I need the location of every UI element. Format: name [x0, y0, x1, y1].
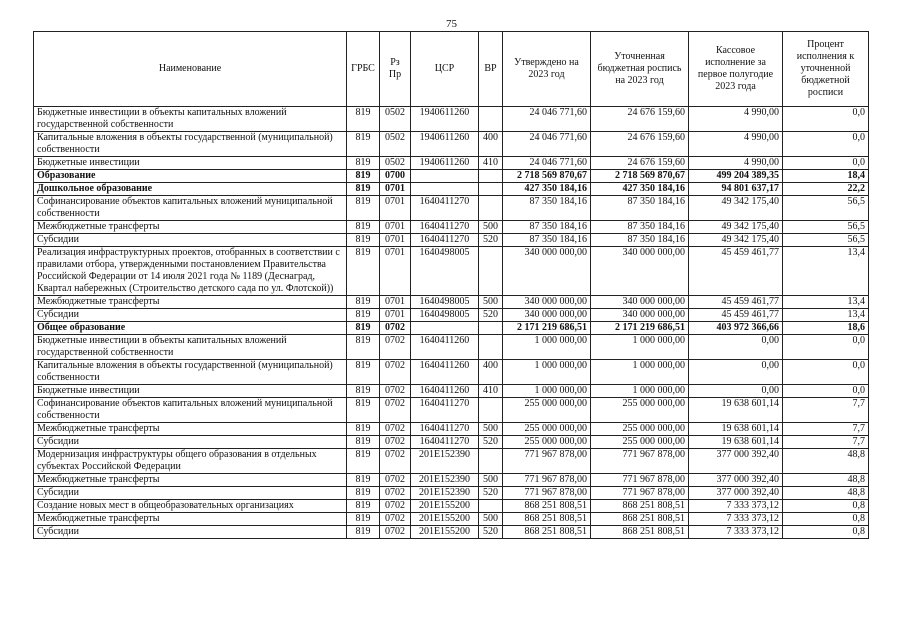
row-name-cell: Реализация инфраструктурных проектов, отобранных в соответствии с правилами отбора, утвержденными постановлением Правительства Российской Федерации от 14 июля 2021 года № 1189 (Деснаград, Квартал набережных (Строительство детского сада по ул. Флотской))	[34, 247, 347, 296]
row-vr-cell: 500	[479, 474, 503, 487]
row-grbs-cell: 819	[347, 526, 380, 539]
row-csr-cell: 1940611260	[411, 107, 479, 132]
row-vr-cell: 500	[479, 296, 503, 309]
page-number: 75	[446, 18, 457, 30]
row-vr-cell	[479, 500, 503, 513]
row-grbs-cell: 819	[347, 322, 380, 335]
row-rzpr-cell: 0702	[380, 322, 411, 335]
header-refined: Уточненная бюджетная роспись на 2023 год	[591, 32, 689, 107]
row-rzpr-cell: 0702	[380, 526, 411, 539]
row-grbs-cell: 819	[347, 335, 380, 360]
row-grbs-cell: 819	[347, 449, 380, 474]
row-vr-cell: 410	[479, 385, 503, 398]
row-percent-cell: 13,4	[783, 309, 869, 322]
row-percent-cell: 0,0	[783, 385, 869, 398]
row-grbs-cell: 819	[347, 360, 380, 385]
row-refined-cell: 771 967 878,00	[591, 487, 689, 500]
row-approved-cell: 1 000 000,00	[503, 335, 591, 360]
table-row	[34, 132, 869, 157]
row-refined-cell: 1 000 000,00	[591, 360, 689, 385]
row-grbs-cell: 819	[347, 500, 380, 513]
row-percent-cell: 18,6	[783, 322, 869, 335]
row-grbs-cell: 819	[347, 309, 380, 322]
row-name-cell: Бюджетные инвестиции в объекты капитальных вложений государственной собственности	[34, 335, 347, 360]
table-row	[34, 157, 869, 170]
row-csr-cell: 1640411260	[411, 385, 479, 398]
header-cash: Кассовое исполнение за первое полугодие 2023 года	[689, 32, 783, 107]
row-name-cell: Межбюджетные трансферты	[34, 221, 347, 234]
row-vr-cell	[479, 398, 503, 423]
row-percent-cell: 0,8	[783, 526, 869, 539]
row-grbs-cell: 819	[347, 196, 380, 221]
row-refined-cell: 2 171 219 686,51	[591, 322, 689, 335]
row-rzpr-cell: 0702	[380, 423, 411, 436]
row-refined-cell: 771 967 878,00	[591, 449, 689, 474]
row-name-cell: Модернизация инфраструктуры общего образования в отдельных субъектах Российской Федерации	[34, 449, 347, 474]
row-csr-cell: 201E155200	[411, 526, 479, 539]
row-name-cell: Софинансирование объектов капитальных вложений муниципальной собственности	[34, 398, 347, 423]
row-approved-cell: 1 000 000,00	[503, 360, 591, 385]
row-approved-cell: 1 000 000,00	[503, 385, 591, 398]
row-vr-cell: 520	[479, 487, 503, 500]
row-vr-cell: 500	[479, 221, 503, 234]
row-refined-cell: 340 000 000,00	[591, 296, 689, 309]
row-csr-cell: 1640411270	[411, 234, 479, 247]
row-refined-cell: 771 967 878,00	[591, 474, 689, 487]
header-grbs: ГРБС	[347, 32, 380, 107]
row-vr-cell	[479, 107, 503, 132]
row-refined-cell: 24 676 159,60	[591, 132, 689, 157]
row-csr-cell: 201E152390	[411, 474, 479, 487]
table-row	[34, 170, 869, 183]
row-name-cell: Межбюджетные трансферты	[34, 513, 347, 526]
row-approved-cell: 771 967 878,00	[503, 474, 591, 487]
table-row	[34, 221, 869, 234]
row-approved-cell: 771 967 878,00	[503, 449, 591, 474]
row-csr-cell	[411, 183, 479, 196]
row-refined-cell: 868 251 808,51	[591, 513, 689, 526]
table-row	[34, 107, 869, 132]
row-rzpr-cell: 0701	[380, 234, 411, 247]
row-csr-cell: 1640498005	[411, 309, 479, 322]
row-csr-cell	[411, 170, 479, 183]
row-csr-cell: 1640411270	[411, 221, 479, 234]
row-name-cell: Субсидии	[34, 526, 347, 539]
row-rzpr-cell: 0702	[380, 513, 411, 526]
row-cash-cell: 45 459 461,77	[689, 309, 783, 322]
row-name-cell: Субсидии	[34, 234, 347, 247]
row-cash-cell: 49 342 175,40	[689, 234, 783, 247]
row-cash-cell: 19 638 601,14	[689, 398, 783, 423]
row-vr-cell	[479, 170, 503, 183]
table-row	[34, 183, 869, 196]
row-cash-cell: 19 638 601,14	[689, 423, 783, 436]
row-approved-cell: 2 718 569 870,67	[503, 170, 591, 183]
row-percent-cell: 0,8	[783, 513, 869, 526]
row-csr-cell: 1940611260	[411, 132, 479, 157]
row-grbs-cell: 819	[347, 170, 380, 183]
row-approved-cell: 24 046 771,60	[503, 157, 591, 170]
row-percent-cell: 0,0	[783, 335, 869, 360]
table-row	[34, 309, 869, 322]
row-cash-cell: 45 459 461,77	[689, 247, 783, 296]
row-name-cell: Образование	[34, 170, 347, 183]
row-vr-cell	[479, 335, 503, 360]
row-name-cell: Бюджетные инвестиции	[34, 157, 347, 170]
row-cash-cell: 4 990,00	[689, 107, 783, 132]
row-percent-cell: 0,0	[783, 360, 869, 385]
row-rzpr-cell: 0702	[380, 474, 411, 487]
row-cash-cell: 7 333 373,12	[689, 513, 783, 526]
row-approved-cell: 87 350 184,16	[503, 221, 591, 234]
row-cash-cell: 377 000 392,40	[689, 487, 783, 500]
row-rzpr-cell: 0702	[380, 398, 411, 423]
row-approved-cell: 255 000 000,00	[503, 423, 591, 436]
row-grbs-cell: 819	[347, 234, 380, 247]
row-percent-cell: 13,4	[783, 296, 869, 309]
table-row	[34, 526, 869, 539]
row-percent-cell: 48,8	[783, 474, 869, 487]
row-csr-cell: 201E155200	[411, 500, 479, 513]
row-name-cell: Софинансирование объектов капитальных вложений муниципальной собственности	[34, 196, 347, 221]
row-rzpr-cell: 0702	[380, 487, 411, 500]
row-approved-cell: 2 171 219 686,51	[503, 322, 591, 335]
row-csr-cell: 1640498005	[411, 296, 479, 309]
row-name-cell: Создание новых мест в общеобразовательных организациях	[34, 500, 347, 513]
row-rzpr-cell: 0502	[380, 132, 411, 157]
row-refined-cell: 87 350 184,16	[591, 221, 689, 234]
row-percent-cell: 7,7	[783, 423, 869, 436]
row-refined-cell: 1 000 000,00	[591, 335, 689, 360]
row-rzpr-cell: 0701	[380, 309, 411, 322]
row-percent-cell: 0,0	[783, 132, 869, 157]
table-row	[34, 449, 869, 474]
row-cash-cell: 7 333 373,12	[689, 526, 783, 539]
row-percent-cell: 0,0	[783, 107, 869, 132]
row-percent-cell: 0,8	[783, 500, 869, 513]
row-name-cell: Субсидии	[34, 487, 347, 500]
row-approved-cell: 24 046 771,60	[503, 107, 591, 132]
row-cash-cell: 45 459 461,77	[689, 296, 783, 309]
row-percent-cell: 7,7	[783, 398, 869, 423]
table-row	[34, 385, 869, 398]
row-percent-cell: 48,8	[783, 487, 869, 500]
row-refined-cell: 24 676 159,60	[591, 107, 689, 132]
row-csr-cell: 201E152390	[411, 449, 479, 474]
row-vr-cell: 500	[479, 423, 503, 436]
row-approved-cell: 868 251 808,51	[503, 526, 591, 539]
row-grbs-cell: 819	[347, 107, 380, 132]
row-grbs-cell: 819	[347, 423, 380, 436]
row-refined-cell: 427 350 184,16	[591, 183, 689, 196]
row-cash-cell: 499 204 389,35	[689, 170, 783, 183]
row-refined-cell: 255 000 000,00	[591, 423, 689, 436]
row-approved-cell: 340 000 000,00	[503, 309, 591, 322]
row-approved-cell: 771 967 878,00	[503, 487, 591, 500]
row-vr-cell: 400	[479, 132, 503, 157]
row-percent-cell: 18,4	[783, 170, 869, 183]
row-percent-cell: 7,7	[783, 436, 869, 449]
row-cash-cell: 19 638 601,14	[689, 436, 783, 449]
row-name-cell: Межбюджетные трансферты	[34, 474, 347, 487]
row-grbs-cell: 819	[347, 385, 380, 398]
row-vr-cell	[479, 196, 503, 221]
row-refined-cell: 1 000 000,00	[591, 385, 689, 398]
row-refined-cell: 87 350 184,16	[591, 234, 689, 247]
row-refined-cell: 255 000 000,00	[591, 436, 689, 449]
row-rzpr-cell: 0702	[380, 500, 411, 513]
row-approved-cell: 340 000 000,00	[503, 247, 591, 296]
row-refined-cell: 24 676 159,60	[591, 157, 689, 170]
header-row	[34, 32, 869, 107]
row-cash-cell: 0,00	[689, 360, 783, 385]
row-cash-cell: 7 333 373,12	[689, 500, 783, 513]
row-csr-cell: 1940611260	[411, 157, 479, 170]
row-rzpr-cell: 0701	[380, 196, 411, 221]
row-refined-cell: 340 000 000,00	[591, 247, 689, 296]
row-name-cell: Капитальные вложения в объекты государственной (муниципальной) собственности	[34, 132, 347, 157]
row-name-cell: Субсидии	[34, 309, 347, 322]
header-rzpr: Рз Пр	[380, 32, 411, 107]
header-percent: Процент исполнения к уточненной бюджетной росписи	[783, 32, 869, 107]
row-rzpr-cell: 0701	[380, 183, 411, 196]
row-grbs-cell: 819	[347, 296, 380, 309]
row-percent-cell: 0,0	[783, 157, 869, 170]
row-name-cell: Капитальные вложения в объекты государственной (муниципальной) собственности	[34, 360, 347, 385]
row-csr-cell: 1640411270	[411, 436, 479, 449]
row-name-cell: Бюджетные инвестиции в объекты капитальных вложений государственной собственности	[34, 107, 347, 132]
row-refined-cell: 87 350 184,16	[591, 196, 689, 221]
row-rzpr-cell: 0502	[380, 107, 411, 132]
table-row	[34, 436, 869, 449]
row-vr-cell: 400	[479, 360, 503, 385]
table-row	[34, 474, 869, 487]
row-refined-cell: 255 000 000,00	[591, 398, 689, 423]
header-csr: ЦСР	[411, 32, 479, 107]
row-rzpr-cell: 0701	[380, 296, 411, 309]
row-approved-cell: 868 251 808,51	[503, 500, 591, 513]
row-rzpr-cell: 0702	[380, 360, 411, 385]
row-vr-cell	[479, 183, 503, 196]
row-grbs-cell: 819	[347, 132, 380, 157]
row-grbs-cell: 819	[347, 221, 380, 234]
row-rzpr-cell: 0700	[380, 170, 411, 183]
row-percent-cell: 56,5	[783, 234, 869, 247]
row-percent-cell: 56,5	[783, 221, 869, 234]
table-row	[34, 296, 869, 309]
row-cash-cell: 0,00	[689, 385, 783, 398]
row-percent-cell: 13,4	[783, 247, 869, 296]
row-name-cell: Дошкольное образование	[34, 183, 347, 196]
row-percent-cell: 22,2	[783, 183, 869, 196]
table-row	[34, 423, 869, 436]
row-vr-cell: 520	[479, 234, 503, 247]
row-csr-cell: 1640498005	[411, 247, 479, 296]
row-name-cell: Общее образование	[34, 322, 347, 335]
table-row	[34, 398, 869, 423]
row-cash-cell: 94 801 637,17	[689, 183, 783, 196]
row-grbs-cell: 819	[347, 436, 380, 449]
row-name-cell: Субсидии	[34, 436, 347, 449]
row-vr-cell	[479, 449, 503, 474]
row-approved-cell: 87 350 184,16	[503, 234, 591, 247]
row-refined-cell: 868 251 808,51	[591, 500, 689, 513]
row-cash-cell: 49 342 175,40	[689, 196, 783, 221]
row-grbs-cell: 819	[347, 487, 380, 500]
header-name: Наименование	[34, 32, 347, 107]
table-row	[34, 360, 869, 385]
row-rzpr-cell: 0702	[380, 335, 411, 360]
row-rzpr-cell: 0702	[380, 449, 411, 474]
row-name-cell: Межбюджетные трансферты	[34, 296, 347, 309]
row-rzpr-cell: 0701	[380, 247, 411, 296]
row-vr-cell: 410	[479, 157, 503, 170]
table-row	[34, 335, 869, 360]
row-approved-cell: 255 000 000,00	[503, 436, 591, 449]
row-grbs-cell: 819	[347, 398, 380, 423]
row-cash-cell: 4 990,00	[689, 157, 783, 170]
row-csr-cell	[411, 322, 479, 335]
row-csr-cell: 201E152390	[411, 487, 479, 500]
row-csr-cell: 1640411260	[411, 335, 479, 360]
row-csr-cell: 1640411270	[411, 398, 479, 423]
row-rzpr-cell: 0701	[380, 221, 411, 234]
row-grbs-cell: 819	[347, 157, 380, 170]
row-vr-cell: 520	[479, 436, 503, 449]
row-percent-cell: 56,5	[783, 196, 869, 221]
row-name-cell: Бюджетные инвестиции	[34, 385, 347, 398]
row-csr-cell: 1640411270	[411, 196, 479, 221]
row-vr-cell	[479, 247, 503, 296]
table-row	[34, 500, 869, 513]
row-csr-cell: 1640411270	[411, 423, 479, 436]
row-cash-cell: 403 972 366,66	[689, 322, 783, 335]
row-csr-cell: 201E155200	[411, 513, 479, 526]
table-row	[34, 322, 869, 335]
header-approved: Утверждено на 2023 год	[503, 32, 591, 107]
row-rzpr-cell: 0702	[380, 436, 411, 449]
row-vr-cell: 500	[479, 513, 503, 526]
row-approved-cell: 24 046 771,60	[503, 132, 591, 157]
row-grbs-cell: 819	[347, 474, 380, 487]
row-approved-cell: 427 350 184,16	[503, 183, 591, 196]
table-row	[34, 513, 869, 526]
row-csr-cell: 1640411260	[411, 360, 479, 385]
row-approved-cell: 340 000 000,00	[503, 296, 591, 309]
row-approved-cell: 255 000 000,00	[503, 398, 591, 423]
table-row	[34, 234, 869, 247]
row-cash-cell: 377 000 392,40	[689, 474, 783, 487]
row-cash-cell: 0,00	[689, 335, 783, 360]
row-refined-cell: 340 000 000,00	[591, 309, 689, 322]
header-vr: ВР	[479, 32, 503, 107]
row-cash-cell: 49 342 175,40	[689, 221, 783, 234]
row-rzpr-cell: 0702	[380, 385, 411, 398]
row-cash-cell: 4 990,00	[689, 132, 783, 157]
row-refined-cell: 2 718 569 870,67	[591, 170, 689, 183]
table-body	[34, 107, 869, 539]
table-row	[34, 487, 869, 500]
row-grbs-cell: 819	[347, 183, 380, 196]
row-refined-cell: 868 251 808,51	[591, 526, 689, 539]
row-approved-cell: 868 251 808,51	[503, 513, 591, 526]
row-vr-cell: 520	[479, 309, 503, 322]
row-cash-cell: 377 000 392,40	[689, 449, 783, 474]
row-vr-cell: 520	[479, 526, 503, 539]
table-row	[34, 247, 869, 296]
row-approved-cell: 87 350 184,16	[503, 196, 591, 221]
table-row	[34, 196, 869, 221]
row-percent-cell: 48,8	[783, 449, 869, 474]
row-vr-cell	[479, 322, 503, 335]
row-name-cell: Межбюджетные трансферты	[34, 423, 347, 436]
row-grbs-cell: 819	[347, 247, 380, 296]
row-rzpr-cell: 0502	[380, 157, 411, 170]
budget-table	[33, 31, 869, 539]
row-grbs-cell: 819	[347, 513, 380, 526]
